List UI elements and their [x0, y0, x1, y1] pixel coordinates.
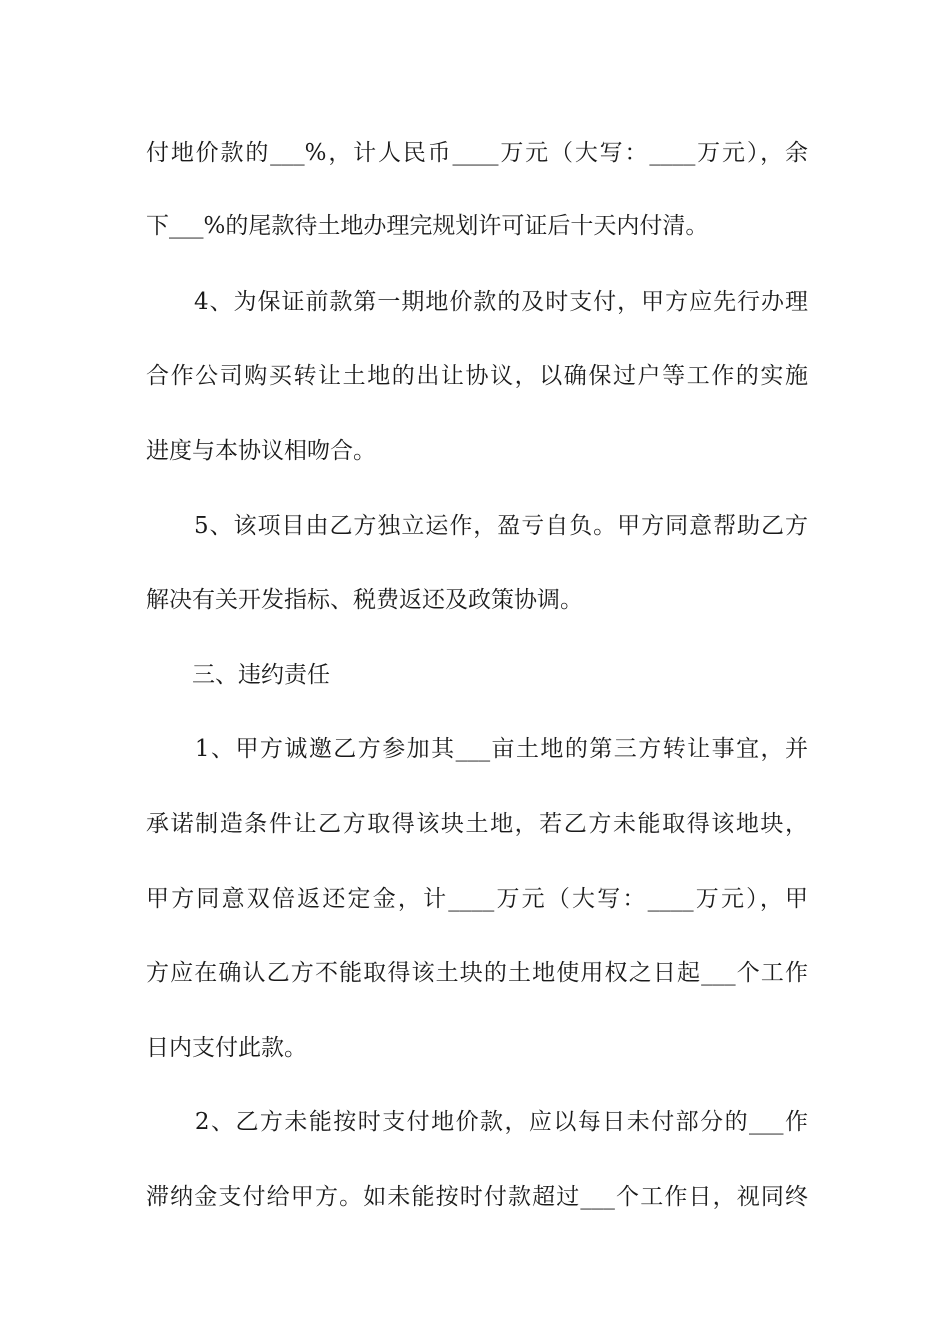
text-line: 日内支付此款。 [146, 1035, 307, 1061]
text-line: 滞纳金支付给甲方。如未能按时付款超过___个工作日，视同终 [146, 1184, 808, 1210]
text-line: 付地价款的___%，计人民币____万元（大写：____万元），余 [146, 140, 808, 166]
text-line: 承诺制造条件让乙方取得该块土地，若乙方未能取得该地块， [146, 811, 808, 837]
text-line: 解决有关开发指标、税费返还及政策协调。 [146, 587, 583, 613]
text-line: 下___%的尾款待土地办理完规划许可证后十天内付清。 [146, 213, 709, 239]
section-heading: 三、违约责任 [146, 662, 330, 688]
text-line: 5、该项目由乙方独立运作，盈亏自负。甲方同意帮助乙方 [146, 513, 808, 539]
text-line: 4、为保证前款第一期地价款的及时支付，甲方应先行办理 [146, 289, 808, 315]
text-line: 甲方同意双倍返还定金，计____万元（大写：____万元），甲 [146, 886, 808, 912]
text-line: 合作公司购买转让土地的出让协议，以确保过户等工作的实施 [146, 363, 808, 389]
text-line: 方应在确认乙方不能取得该土块的土地使用权之日起___个工作 [146, 960, 808, 986]
text-line: 1、甲方诚邀乙方参加其___亩土地的第三方转让事宜，并 [146, 736, 808, 762]
text-line: 2、乙方未能按时支付地价款，应以每日未付部分的___作 [146, 1109, 808, 1135]
text-line: 进度与本协议相吻合。 [146, 438, 376, 464]
